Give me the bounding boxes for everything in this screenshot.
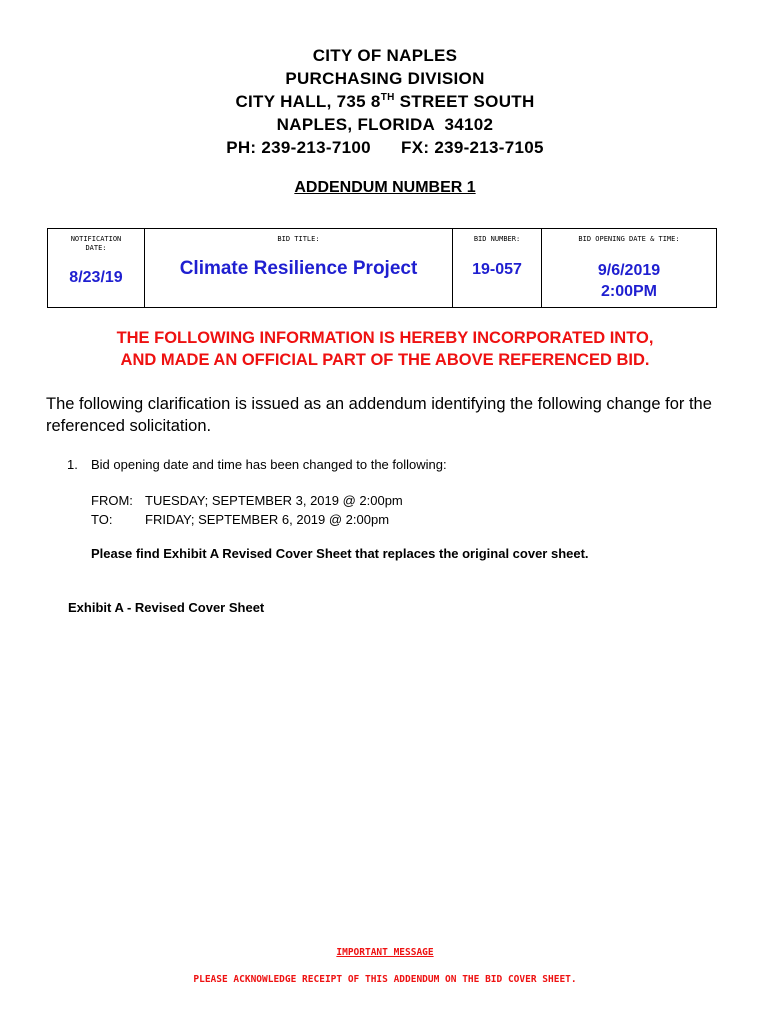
list-item-text: Bid opening date and time has been changed to the following: (91, 457, 447, 472)
to-label: TO: (91, 512, 113, 527)
bid-number-cell (453, 229, 542, 308)
to-row (91, 510, 403, 529)
list-item (67, 457, 447, 472)
bid-number-value: 19-057 (472, 261, 522, 278)
to-value: FRIDAY; SEPTEMBER 6, 2019 @ 2:00pm (145, 512, 390, 527)
phone-number: PH: 239-213-7100 (226, 138, 371, 157)
division-name: PURCHASING DIVISION (285, 69, 485, 88)
notification-date-value: 8/23/19 (69, 269, 123, 286)
address-prefix: CITY HALL, 735 8 (235, 92, 381, 111)
bid-info-table (47, 228, 717, 308)
acknowledge-message: PLEASE ACKNOWLEDGE RECEIPT OF THIS ADDENDUM ON THE BID COVER SHEET. (193, 974, 577, 985)
list-item-number: 1. (67, 457, 78, 472)
notice-line-2: AND MADE AN OFFICIAL PART OF THE ABOVE REFERENCED BID. (120, 351, 650, 369)
intro-paragraph: The following clarification is issued as an addendum identifying the following change for the referenced solicitation. (46, 395, 712, 435)
from-value: TUESDAY; SEPTEMBER 3, 2019 @ 2:00pm (145, 493, 403, 508)
notification-date-label: NOTIFICATION DATE: (70, 235, 122, 252)
addendum-title: ADDENDUM NUMBER 1 (294, 179, 476, 196)
letterhead (0, 44, 770, 159)
city-state-zip: NAPLES, FLORIDA 34102 (276, 115, 494, 134)
exhibit-note: Please find Exhibit A Revised Cover Sheet that replaces the original cover sheet. (91, 546, 589, 561)
notification-date-cell (48, 229, 145, 308)
bid-number-label: BID NUMBER: (473, 235, 521, 243)
important-message: IMPORTANT MESSAGE (336, 947, 434, 958)
city-name: CITY OF NAPLES (312, 46, 458, 65)
incorporation-notice (0, 327, 770, 371)
bid-title-label: BID TITLE: (277, 235, 320, 243)
address-superscript: TH (380, 92, 395, 103)
bid-opening-value: 9/6/2019 2:00PM (597, 262, 661, 300)
from-row (91, 491, 403, 510)
bid-title-cell (145, 229, 453, 308)
bid-opening-cell (542, 229, 717, 308)
fax-number: FX: 239-213-7105 (401, 138, 544, 157)
from-label: FROM: (91, 493, 133, 508)
street-address (0, 90, 770, 113)
exhibit-heading: Exhibit A - Revised Cover Sheet (68, 600, 265, 615)
notice-line-1: THE FOLLOWING INFORMATION IS HEREBY INCORPORATED INTO, (116, 329, 654, 347)
bid-opening-label: BID OPENING DATE & TIME: (578, 235, 680, 243)
date-change-block (91, 491, 403, 529)
bid-title-value: Climate Resilience Project (179, 258, 418, 279)
address-suffix: STREET SOUTH (394, 92, 535, 111)
contact-line (0, 136, 770, 159)
